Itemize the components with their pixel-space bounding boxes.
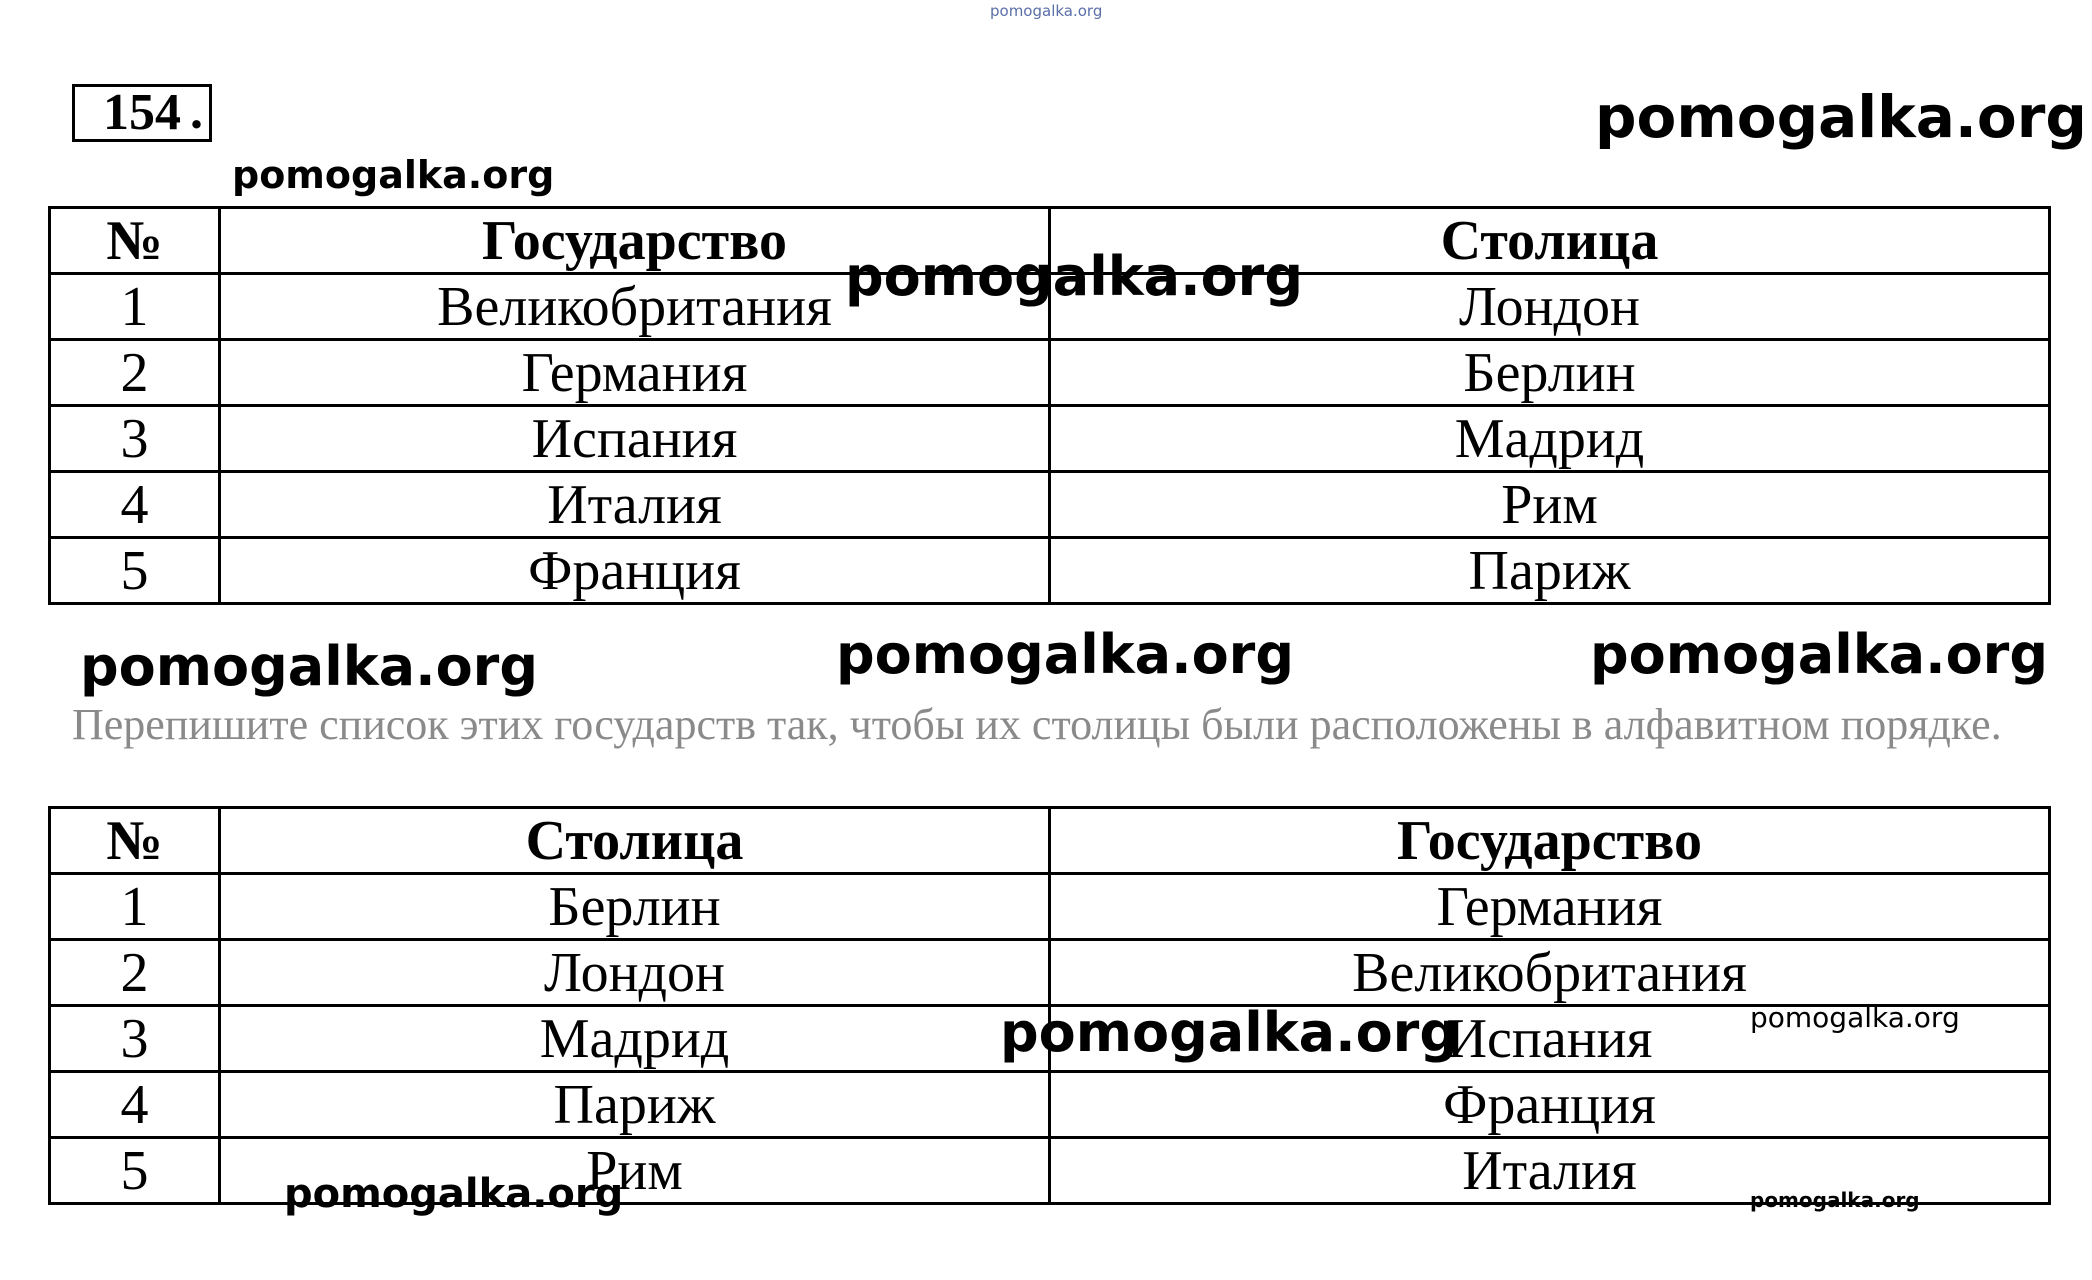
row-number: 4 — [50, 1072, 220, 1138]
country-cell: Италия — [220, 472, 1050, 538]
table-row — [50, 874, 2050, 940]
capital-cell: Рим — [220, 1138, 1050, 1204]
table-row — [50, 940, 2050, 1006]
table-row — [50, 340, 2050, 406]
country-cell: Испания — [220, 406, 1050, 472]
table-row — [50, 1072, 2050, 1138]
row-number: 1 — [50, 874, 220, 940]
task-instruction: Перепишите список этих государств так, чтобы их столицы были расположены в алфавитном порядке. — [72, 700, 2002, 749]
table-row — [50, 538, 2050, 604]
capital-cell: Берлин — [1050, 340, 2050, 406]
capital-cell: Рим — [1050, 472, 2050, 538]
row-number: 1 — [50, 274, 220, 340]
country-cell: Испания — [1050, 1006, 2050, 1072]
task-number-box: 154 — [72, 84, 212, 142]
watermark-label: pomogalka.org — [836, 623, 1294, 686]
table-row — [50, 406, 2050, 472]
header-country: Государство — [220, 208, 1050, 274]
top-watermark: pomogalka.org — [990, 2, 1103, 20]
watermark-label: pomogalka.org — [1000, 1001, 1458, 1064]
table-header-row — [50, 808, 2050, 874]
header-country: Государство — [1050, 808, 2050, 874]
row-number: 5 — [50, 538, 220, 604]
row-number: 5 — [50, 1138, 220, 1204]
country-cell: Германия — [1050, 874, 2050, 940]
row-number: 3 — [50, 1006, 220, 1072]
capital-cell: Париж — [220, 1072, 1050, 1138]
watermark-label: pomogalka.org — [80, 635, 538, 698]
country-cell: Франция — [220, 538, 1050, 604]
header-number: № — [50, 208, 220, 274]
watermark-label: pomogalka.org — [1750, 1001, 1960, 1034]
watermark-label: pomogalka.org — [284, 1171, 624, 1217]
country-cell: Великобритания — [1050, 940, 2050, 1006]
capital-cell: Мадрид — [1050, 406, 2050, 472]
capital-cell: Париж — [1050, 538, 2050, 604]
capital-cell: Лондон — [220, 940, 1050, 1006]
country-cell: Италия — [1050, 1138, 2050, 1204]
header-number: № — [50, 808, 220, 874]
country-cell: Великобритания — [220, 274, 1050, 340]
row-number: 3 — [50, 406, 220, 472]
watermark-label: pomogalka.org — [845, 245, 1303, 308]
country-cell: Германия — [220, 340, 1050, 406]
watermark-label: pomogalka.org — [1750, 1188, 1920, 1212]
row-number: 2 — [50, 940, 220, 1006]
header-capital: Столица — [220, 808, 1050, 874]
capital-cell: Лондон — [1050, 274, 2050, 340]
capital-cell: Берлин — [220, 874, 1050, 940]
country-cell: Франция — [1050, 1072, 2050, 1138]
capital-cell: Мадрид — [220, 1006, 1050, 1072]
watermark-label: pomogalka.org — [232, 153, 555, 197]
task-number-dot: . — [190, 83, 203, 140]
header-capital: Столица — [1050, 208, 2050, 274]
site-watermark: pomogalka.org — [1595, 83, 2087, 151]
watermark-label: pomogalka.org — [1590, 623, 2048, 686]
row-number: 2 — [50, 340, 220, 406]
table-row — [50, 472, 2050, 538]
row-number: 4 — [50, 472, 220, 538]
